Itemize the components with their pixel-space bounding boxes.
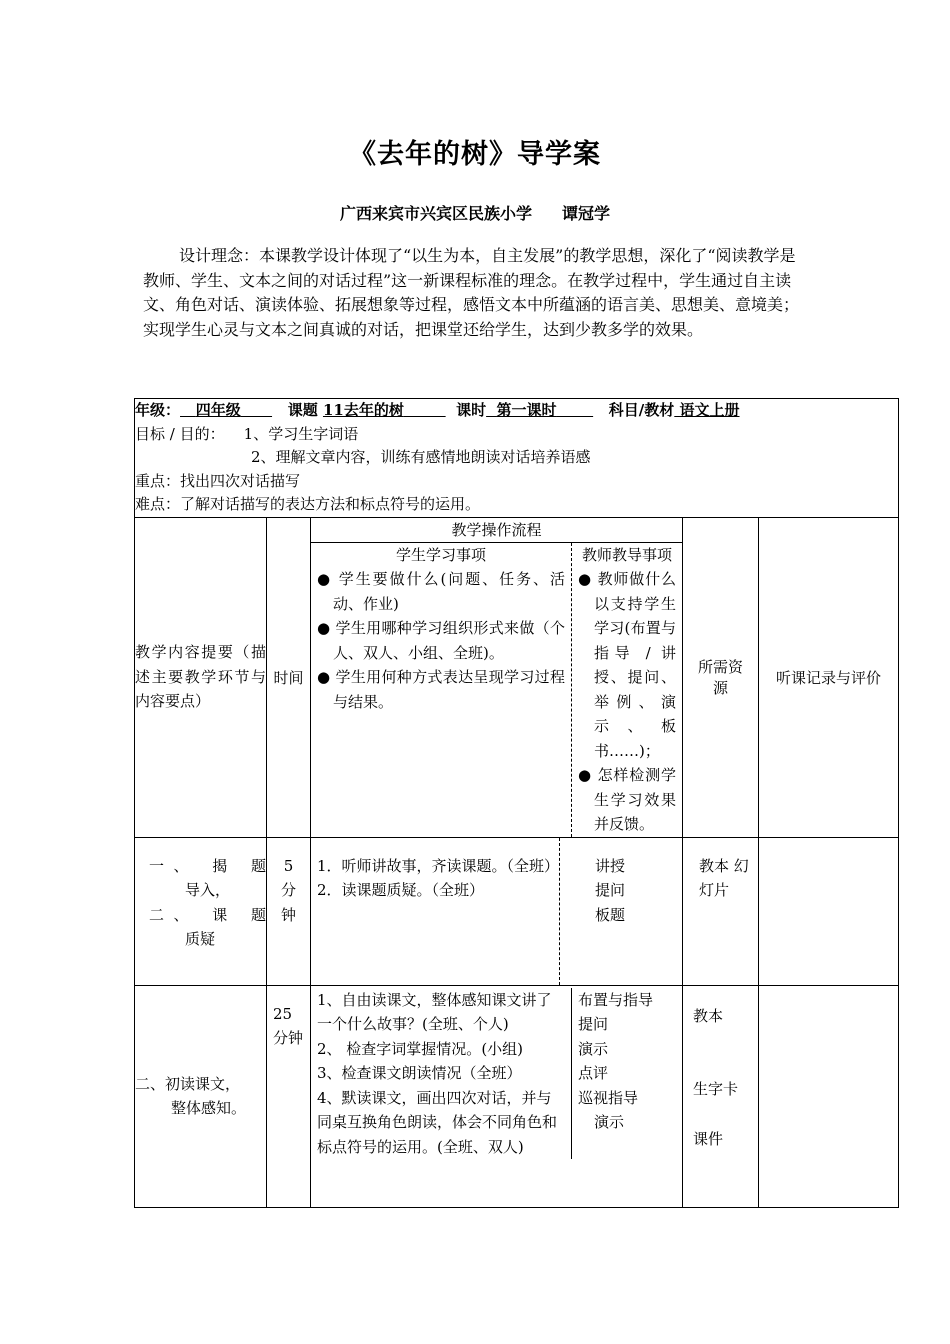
teacher-item: ● 怎样检测学生学习效果并反馈。 <box>578 766 676 833</box>
student-items-title: 学生学习事项 <box>395 545 486 564</box>
row2-teacher <box>572 988 682 1160</box>
row2-student <box>311 988 572 1160</box>
page-title: 《去年的树》导学案 <box>349 139 601 170</box>
subject-label: 科目/教材 <box>608 401 675 419</box>
row1-student-item: 1．听师讲故事，齐读课题。（全班） <box>317 856 560 875</box>
row1-content-line: 导入， <box>185 881 231 899</box>
row2-content-line: 整体感知。 <box>171 1099 247 1117</box>
lesson-info <box>135 399 899 518</box>
row2-resource-item: 教本 <box>693 1006 724 1025</box>
topic-label: 课题 <box>287 401 318 419</box>
notes-cell <box>759 985 899 1207</box>
teacher-items-title: 教师教导事项 <box>581 545 672 564</box>
student-items-column <box>311 543 572 837</box>
design-concept-paragraph: 设计理念：本课教学设计体现了“以生为本，自主发展”的教学思想，深化了“阅读教学是教师、学生、文本之间的对话过程”这一新课程标准的理念。在教学过程中，学生通过自主读文、角色对话、演读体验、拓展想象等过程，感悟文本中所蕴涵的语言美、思想美、意境美；实现学生心灵与文本之间真诚的对话，把课堂还给学生，达到少教多学的效果。 <box>143 246 800 339</box>
key-point: 重点：找出四次对话描写 <box>135 471 301 490</box>
row1-student-item: 2．读课题质疑。（全班） <box>317 881 485 899</box>
student-item: ● 学生用哪种学习组织形式来做（个人、双人、小组、全班)。 <box>317 619 565 662</box>
row1-content-line: 一、 揭 题 <box>149 856 266 875</box>
school-name: 广西来宾市兴宾区民族小学 <box>339 204 532 223</box>
subject-value: 语文上册 <box>679 401 740 419</box>
row2-student-item: 1、自由读课文，整体感知课文讲了一个什么故事？(全班、个人) <box>317 990 552 1033</box>
row1-student <box>311 854 571 928</box>
row2-student-item: 4、默读课文，画出四次对话，并与同桌互换角色朗读，体会不同角色和标点符号的运用。(全班、双人) <box>317 1088 558 1156</box>
grade-label: 年级： <box>135 401 181 419</box>
topic-value: 11去年的树 <box>322 401 404 419</box>
row2-teacher-item: 演示 <box>594 1113 625 1131</box>
header-resources: 所需资源 <box>683 517 759 837</box>
difficult-point: 难点：了解对话描写的表达方法和标点符号的运用。 <box>135 495 481 513</box>
row2-teacher-item: 演示 <box>578 1039 609 1058</box>
row2-student-item: 3、检查课文朗读情况（全班） <box>317 1064 522 1082</box>
row1-teacher-item: 提问 <box>595 881 626 899</box>
row2-time: 25分钟 <box>267 985 311 1207</box>
notes-cell <box>759 837 899 985</box>
header-notes: 听课记录与评价 <box>759 517 899 837</box>
row2-resource-item: 生字卡 <box>693 1080 739 1098</box>
header-teaching-flow <box>311 517 683 837</box>
teacher-item: ● 教师做什么以支持学生学习(布置与指导 / 讲授、提问、举例、演示、板书……)； <box>578 570 676 760</box>
row2-content <box>135 985 267 1207</box>
row2-teacher-item: 布置与指导 <box>578 990 654 1009</box>
flow-columns <box>311 543 682 837</box>
student-item: ● 学生要做什么(问题、任务、活动、作业) <box>317 570 565 613</box>
goal-label: 目标 / 目的： <box>135 424 225 443</box>
row2-resources <box>683 985 759 1207</box>
period-value: 第一课时 <box>496 401 557 419</box>
lesson-info-row <box>135 399 898 423</box>
row2-student-item: 2、 检查字词掌握情况。(小组) <box>317 1039 524 1058</box>
student-item: ● 学生用何种方式表达呈现学习过程与结果。 <box>317 668 565 711</box>
teacher-items-column <box>572 543 682 837</box>
goal-1: 1、学习生字词语 <box>243 424 359 443</box>
row1-teacher <box>571 854 682 928</box>
row1-content <box>135 837 267 985</box>
lesson-plan-table <box>134 398 899 1208</box>
row1-content-line: 质疑 <box>185 930 216 948</box>
row1-resources: 教本 幻 灯片 <box>683 837 759 985</box>
header-time: 时间 <box>267 517 311 837</box>
grade-value: 四年级 <box>195 401 241 419</box>
row2-teacher-item: 点评 <box>578 1064 609 1082</box>
row1-time: 5分钟 <box>267 837 311 985</box>
row1-teacher-item: 讲授 <box>595 856 626 875</box>
row2-flow <box>311 985 683 1207</box>
row2-teacher-item: 巡视指导 <box>578 1088 639 1107</box>
row2-content-line: 二、初读课文， <box>135 1074 241 1093</box>
goal-line-2: 2、理解文章内容，训练有感情地朗读对话培养语感 <box>251 448 591 466</box>
author-line <box>0 201 950 224</box>
row1-teacher-item: 板题 <box>595 905 626 924</box>
teaching-flow-title: 教学操作流程 <box>311 518 682 543</box>
row1-flow <box>311 837 683 985</box>
goal-line-1 <box>135 423 898 447</box>
period-label: 课时 <box>456 401 487 419</box>
author-name: 谭冠学 <box>562 204 611 223</box>
row2-teacher-item: 提问 <box>578 1015 609 1033</box>
row1-content-line: 二、 课 题 <box>149 905 266 924</box>
row2-resource-item: 课件 <box>693 1129 724 1148</box>
header-content-summary: 教学内容提要（描述主要教学环节与内容要点） <box>135 517 267 837</box>
